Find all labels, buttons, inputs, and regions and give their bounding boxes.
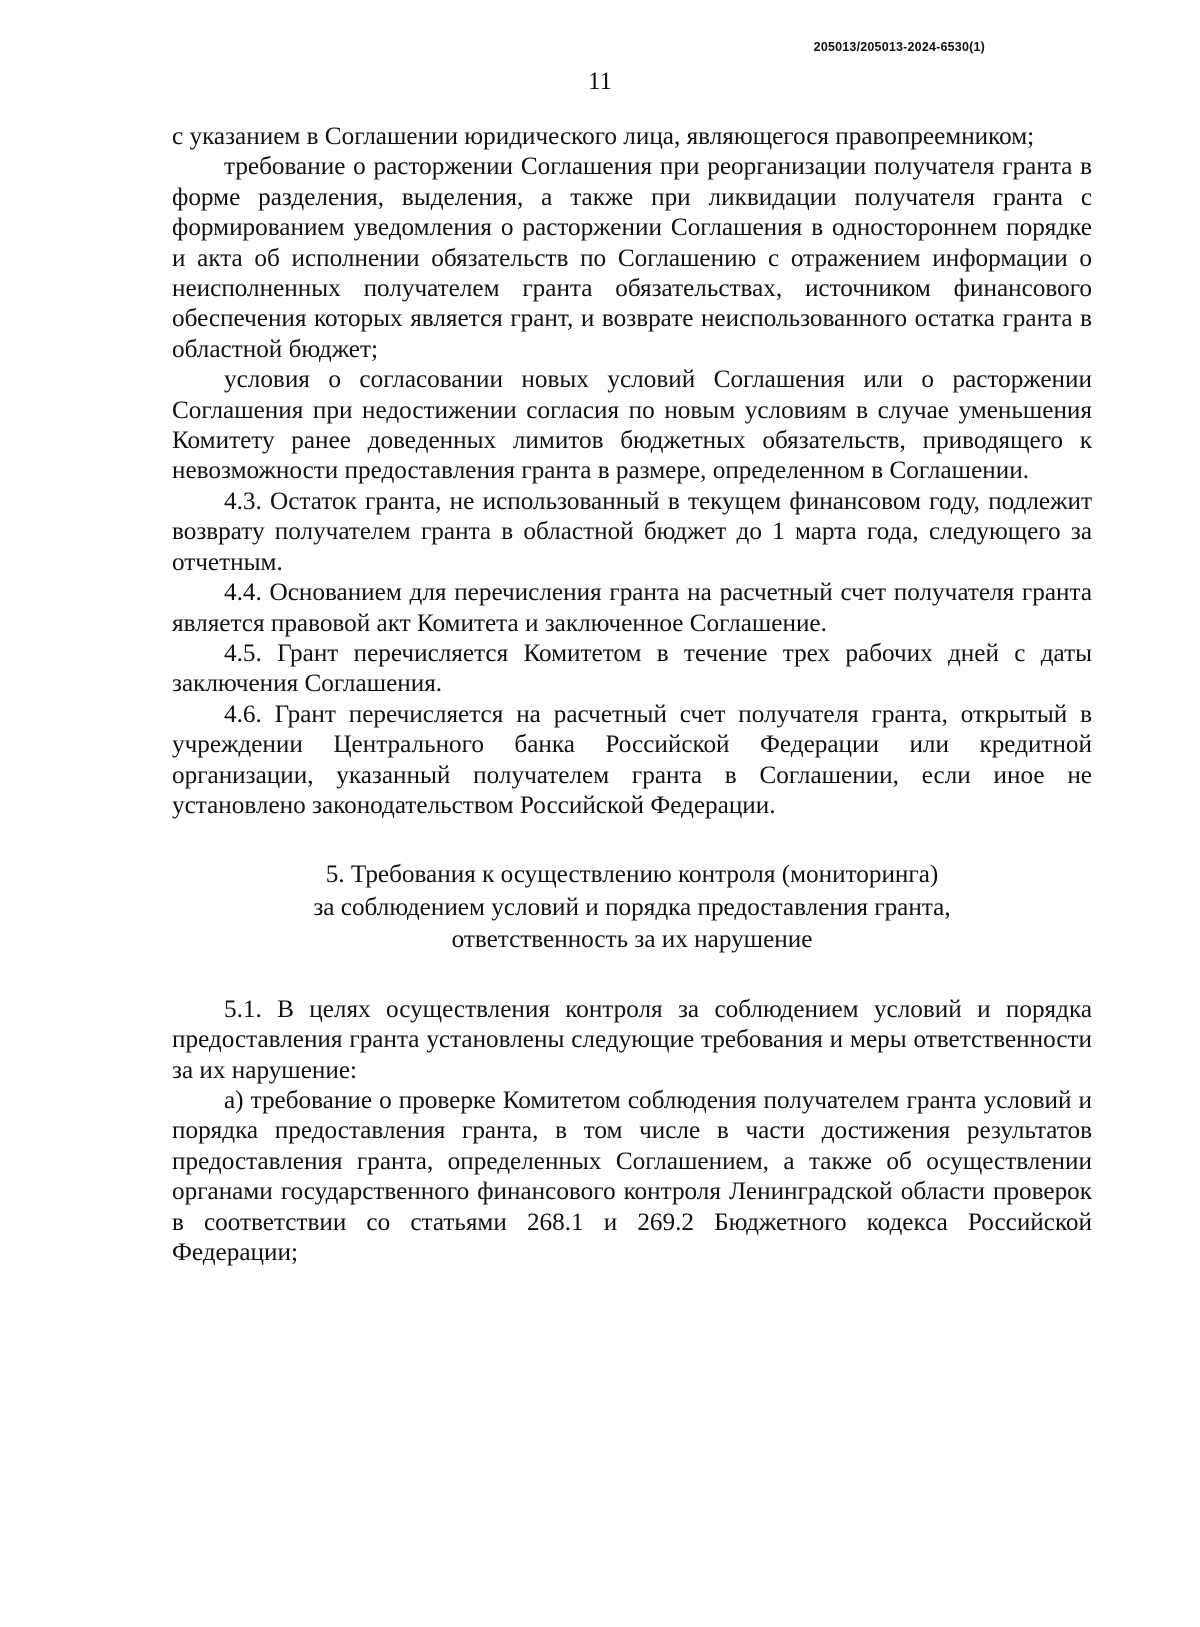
paragraph-4-3: 4.3. Остаток гранта, не использованный в текущем финансовом году, подлежит возврату получателем гранта в областной бюджет до 1 марта года, следующего за отчетным. [172,487,1092,576]
section-heading-line: за соблюдением условий и порядка предоставления гранта, [313,893,951,921]
section-heading-line: 5. Требования к осуществлению контроля (мониторинга) [325,861,939,889]
paragraph-new-conditions: условия о согласовании новых условий Соглашения или о расторжении Соглашения при недостижении согласия по новым условиям в случае уменьшения Комитету ранее доведенных лимитов бюджетных обязательств, приводящего к невозможности предоставления гранта в размере, определенном в Соглашении. [172,366,1092,485]
document-body [172,122,1092,1269]
paragraph-5-1: 5.1. В целях осуществления контроля за соблюдением условий и порядка предоставления гранта установлены следующие требования и меры ответственности за их нарушение: [172,995,1092,1084]
section-heading [172,859,1092,957]
paragraph-termination-reorganization: требование о расторжении Соглашения при реорганизации получателя гранта в форме разделения, выделения, а также при ликвидации получателя гранта с формированием уведомления о расторжении Соглашения в одностороннем порядке и акта об исполнении обязательств по Соглашению с отражением информации о неисполненных получателем гранта обязательствах, источником финансового обеспечения которых является грант, и возврате неиспользованного остатка гранта в областной бюджет; [172,153,1092,363]
section-heading-line: ответственность за их нарушение [451,926,813,954]
paragraph-4-6: 4.6. Грант перечисляется на расчетный счет получателя гранта, открытый в учреждении Центрального банка Российской Федерации или кредитной организации, указанный получателем гранта в Соглашении, если иное не установлено законодательством Российской Федерации. [172,700,1092,819]
document-id: 205013/205013-2024-6530(1) [813,40,985,54]
page-number: 11 [587,68,613,95]
paragraph-4-5: 4.5. Грант перечисляется Комитетом в течение трех рабочих дней с даты заключения Соглашения. [172,639,1092,698]
paragraph-successor: с указанием в Соглашении юридического лица, являющегося правопреемником; [172,123,1035,150]
paragraph-5-1-a: а) требование о проверке Комитетом соблюдения получателем гранта условий и порядка предоставления гранта, в том числе в части достижения результатов предоставления гранта, определенных Соглашением, а также об осуществлении органами государственного финансового контроля Ленинградской области проверок в соответствии со статьями 268.1 и 269.2 Бюджетного кодекса Российской Федерации; [172,1087,1092,1267]
paragraph-4-4: 4.4. Основанием для перечисления гранта на расчетный счет получателя гранта является правовой акт Комитета и заключенное Соглашение. [172,579,1092,637]
